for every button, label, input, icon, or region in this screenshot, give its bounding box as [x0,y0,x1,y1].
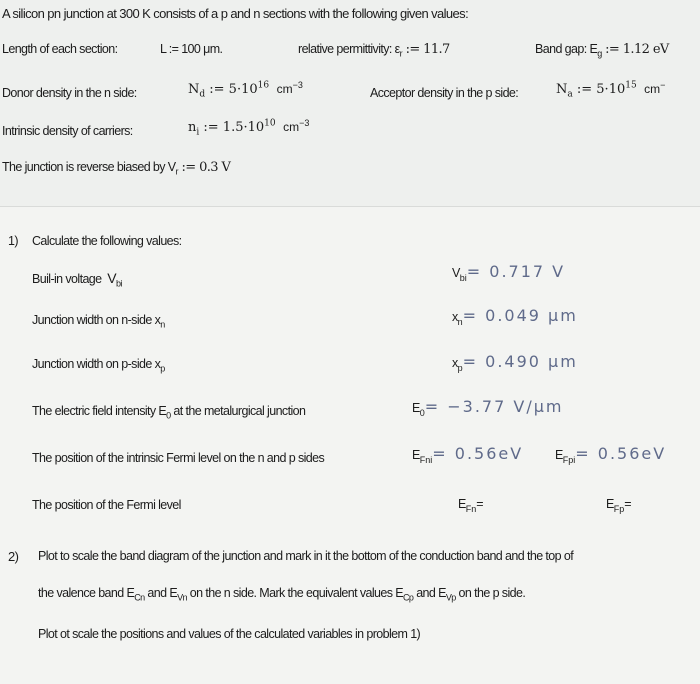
intro-text: A silicon pn junction at 300 K consists of a p and n sections with the following given values: [2,6,469,21]
ef-label: The position of the Fermi level [32,498,181,512]
xp-label: Junction width on p-side $x_p$ [32,357,165,374]
acceptor-value: $N_a$ := $5\cdot 10^{15}$ cm− [556,80,666,100]
efpi-answer: $E_{Fpi}= 0.56eV$ [555,444,667,466]
length-label: Length of each section: [2,42,118,56]
acceptor-label: Acceptor density in the p side: [370,86,519,100]
problem2-line2: the valence band $E_{Cn}$ and $E_{Vn}$ on the n side. Mark the equivalent values $E_{Cp}$ and $E_{Vp}$ on the p side. [38,586,526,603]
xn-label: Junction width on n-side $x_n$ [32,313,165,330]
intrinsic-value: $n_i$ := $1.5\cdot 10^{10}$ $cm^{-3}$ [188,118,310,138]
xn-answer: $x_n= 0.049$ μm [452,306,578,328]
e0-answer: $E_0= -3.77$ V/μm [412,397,564,419]
xp-answer: $x_p= 0.490$ μm [452,352,578,374]
efni-answer: $E_{Fni}= 0.56eV$ [412,444,524,466]
donor-value: $N_d$ := $5\cdot 10^{16}$ $cm^{-3}$ [188,80,303,100]
problem2-number: 2) [8,549,19,564]
efi-label: The position of the intrinsic Fermi level on the n and p sides [32,451,325,465]
length-value: L := 100 μm. [160,42,223,56]
vbi-answer: $V_{bi}= 0.717$ V [452,262,566,284]
band-gap: Band gap: $E_g$ := 1.12 eV [535,42,669,59]
problem2-line3: Plot ot scale the positions and values of the calculated variables in problem 1) [38,627,421,641]
problem2-line1: Plot to scale the band diagram of the junction and mark in it the bottom of the conduction band and the top of [38,549,574,563]
section-divider [0,206,700,207]
problem1-number: 1) [8,234,18,248]
donor-label: Donor density in the n side: [2,86,137,100]
bias-line: The junction is reverse biased by $V_r$ := 0.3 V [2,160,231,177]
vbi-label: Buil-in voltage $V_{bi}$ [32,270,122,289]
efn-answer: $E_{Fn}=$ [458,497,483,515]
problem1-title: Calculate the following values: [32,234,182,248]
e0-label: The electric field intensity $E_0$ at the metalurgical junction [32,404,306,421]
permittivity: relative permittivity: $\varepsilon_r$ := 11.7 [298,42,450,59]
intrinsic-label: Intrinsic density of carriers: [2,124,133,138]
efp-answer: $E_{Fp}=$ [606,497,631,515]
